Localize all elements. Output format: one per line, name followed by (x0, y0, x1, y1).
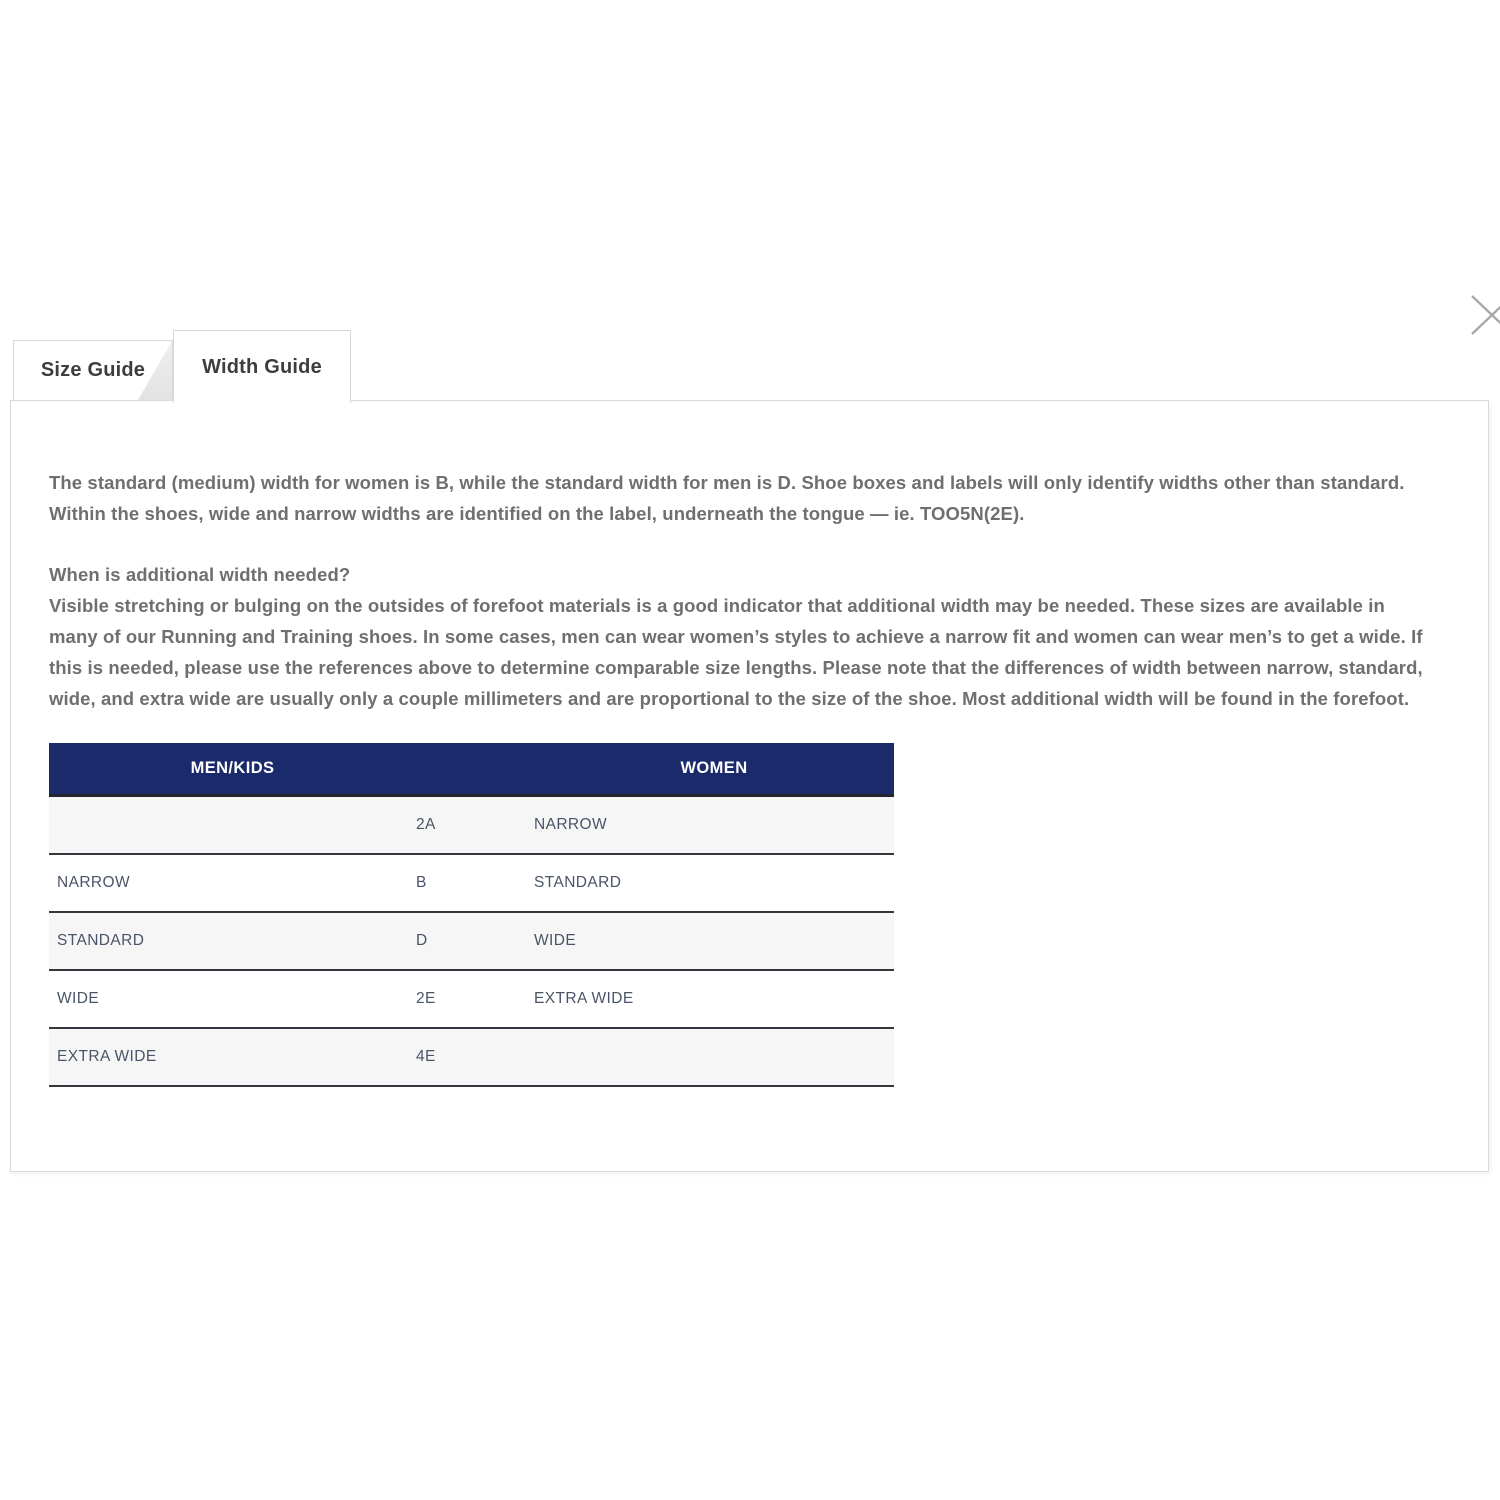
table-row (49, 854, 894, 912)
cell-women (534, 1028, 894, 1086)
cell-width-code: B (416, 874, 427, 891)
cell-width-code: D (416, 932, 428, 949)
tab-width-guide[interactable] (173, 330, 351, 403)
cell-men (49, 796, 416, 855)
header-men-kids: MEN/KIDS (49, 743, 416, 796)
close-icon[interactable] (1466, 290, 1500, 338)
table-row (49, 970, 894, 1028)
tab-width-guide-label: Width Guide (202, 355, 322, 378)
tab-size-guide[interactable] (13, 340, 173, 400)
width-comparison-table (49, 743, 894, 1087)
cell-men: EXTRA WIDE (57, 1048, 157, 1065)
cell-women: NARROW (534, 816, 608, 833)
table-row (49, 796, 894, 855)
cell-men: WIDE (57, 990, 100, 1007)
cell-women: EXTRA WIDE (534, 990, 634, 1007)
cell-men: NARROW (57, 874, 131, 891)
table-row (49, 912, 894, 970)
width-guide-panel (10, 400, 1489, 1172)
header-empty (416, 743, 534, 796)
header-women: WOMEN (534, 743, 894, 796)
table-header-row (49, 743, 894, 796)
intro-paragraph: The standard (medium) width for women is B, while the standard width for men is D. Shoe boxes and labels will only identify widths other than standard. Within the shoes, wide and narrow widths are identified on the label, underneath the tongue — ie. TOO5N(2E). (49, 472, 1405, 524)
cell-width-code: 4E (416, 1048, 436, 1065)
cell-women: STANDARD (534, 874, 622, 891)
cell-women: WIDE (534, 932, 577, 949)
cell-width-code: 2E (416, 990, 436, 1007)
section-body: Visible stretching or bulging on the outsides of forefoot materials is a good indicator that additional width may be needed. These sizes are available in many of our Running and Training shoes. In some cases, men can wear women’s styles to achieve a narrow fit and women can wear men’s to get a wide. If this is needed, please use the references above to determine comparable size lengths. Please note that the differences of width between narrow, standard, wide, and extra wide are usually only a couple millimeters and are proportional to the size of the shoe. Most additional width will be found in the forefoot. (49, 595, 1423, 709)
panel-content (49, 401, 1429, 1087)
cell-width-code: 2A (416, 816, 436, 833)
section-heading: When is additional width needed? (49, 564, 351, 585)
cell-men: STANDARD (57, 932, 145, 949)
table-row (49, 1028, 894, 1086)
tab-size-guide-label: Size Guide (40, 359, 146, 381)
